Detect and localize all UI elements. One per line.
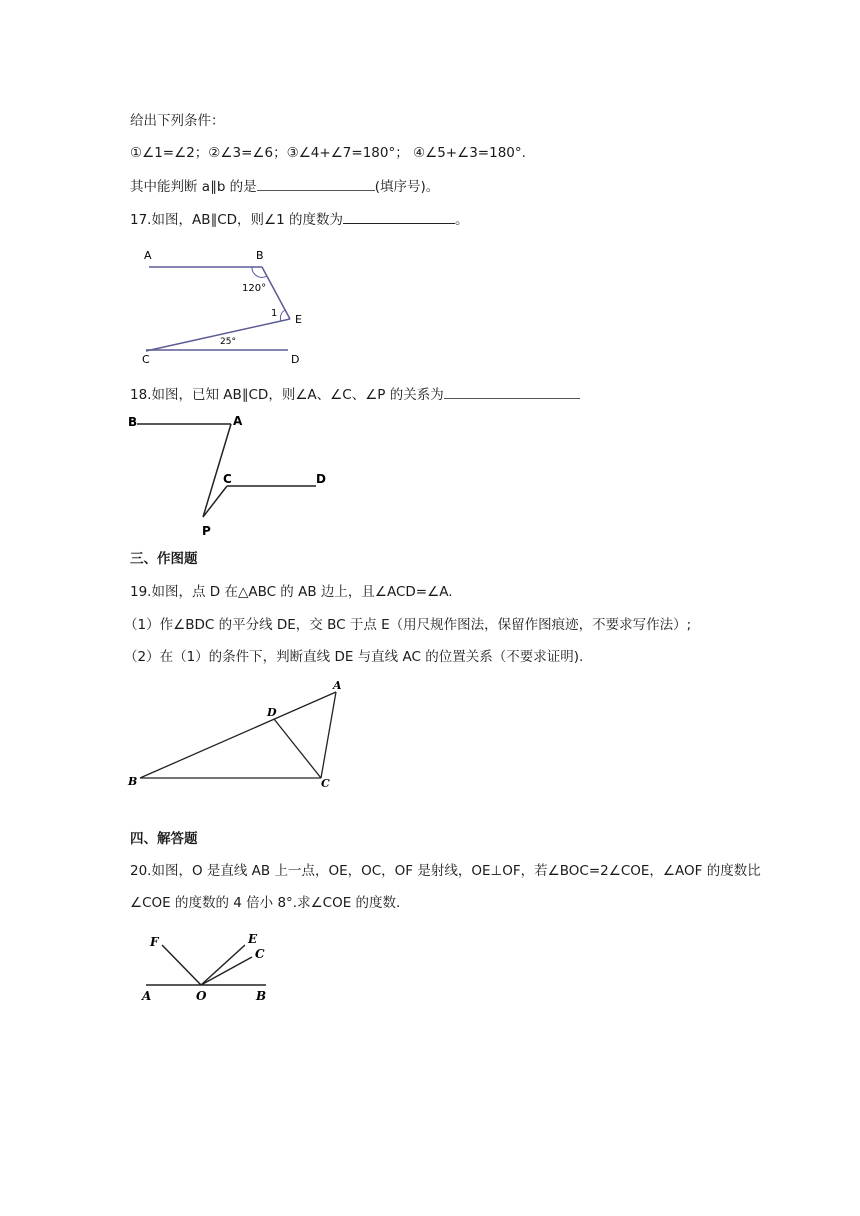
q16-ask-text: 其中能判断 a∥b 的是 [130,179,257,195]
q20-label-o: O [196,989,207,1003]
q17-angle-e-arc [280,310,285,321]
q17-suffix: 。 [455,212,469,228]
q19-label-a: A [333,679,342,692]
q17-question [130,209,469,229]
q19-label-c: C [321,777,330,790]
q17-answer-blank[interactable] [343,209,455,224]
q18-question [130,384,580,404]
q19-figure [124,676,354,794]
q20-label-b: B [256,989,267,1003]
q17-angle-c-label: 25° [220,337,236,347]
q16-intro: 给出下列条件： [130,113,225,129]
q18-label-a: A [233,414,243,428]
section-3-title: 三、作图题 [130,551,198,567]
q17-label-e: E [295,313,302,326]
q17-label-a: A [144,249,152,262]
q17-angle-b-label: 120° [242,283,267,294]
q20-figure [140,928,280,1004]
q19-side-ac [321,692,336,778]
q18-label-d: D [316,472,326,486]
q18-label-b: B [128,415,138,429]
section-4-title: 四、解答题 [130,831,198,847]
q19-label-b: B [128,775,138,788]
q20-label-f: F [150,935,159,949]
q20-label-c: C [255,947,265,961]
q19-label-d: D [267,706,277,719]
q18-label-c: C [223,472,232,486]
q17-label-b: B [256,249,264,262]
q19-side-ba [140,692,336,778]
q16-conditions: ①∠1=∠2；②∠3=∠6；③∠4+∠7=180°； ④∠5+∠3=180°. [130,145,526,161]
q20-label-e: E [248,932,258,946]
q19-question: 19.如图，点 D 在△ABC 的 AB 边上，且∠ACD=∠A. [130,584,453,600]
q17-angle-1-label: 1 [271,308,278,319]
q16-answer-blank[interactable] [257,176,375,191]
q17-text: 17.如图，AB∥CD，则∠1 的度数为 [130,212,344,228]
q19-segment-dc [274,719,321,778]
q18-answer-blank[interactable] [444,384,580,399]
q18-figure [126,410,336,540]
q17-label-d: D [291,353,300,366]
q18-line-ap [203,424,231,517]
q18-text: 18.如图，已知 AB∥CD，则∠A、∠C、∠P 的关系为 [130,387,444,403]
q17-label-c: C [142,353,150,366]
q20-question-line-2: ∠COE 的度数的 4 倍小 8°.求∠COE 的度数. [130,895,401,911]
q16-ask-suffix: (填序号)。 [374,179,440,195]
q16-ask [130,176,439,196]
q18-line-pc [203,486,227,517]
q17-line-ec [146,319,290,351]
q18-label-p: P [202,524,211,538]
q19-part-1: （1）作∠BDC 的平分线 DE，交 BC 于点 E（用尺规作图法，保留作图痕迹，不要求写作法）; [124,617,692,633]
q17-figure [130,244,330,368]
q20-ray-of [162,945,201,985]
q19-part-2: （2）在（1）的条件下，判断直线 DE 与直线 AC 的位置关系（不要求证明). [124,649,584,665]
q20-label-a: A [142,989,152,1003]
q20-question-line-1: 20.如图，O 是直线 AB 上一点，OE，OC，OF 是射线，OE⊥OF，若∠BOC=2∠COE，∠AOF 的度数比 [130,863,761,879]
